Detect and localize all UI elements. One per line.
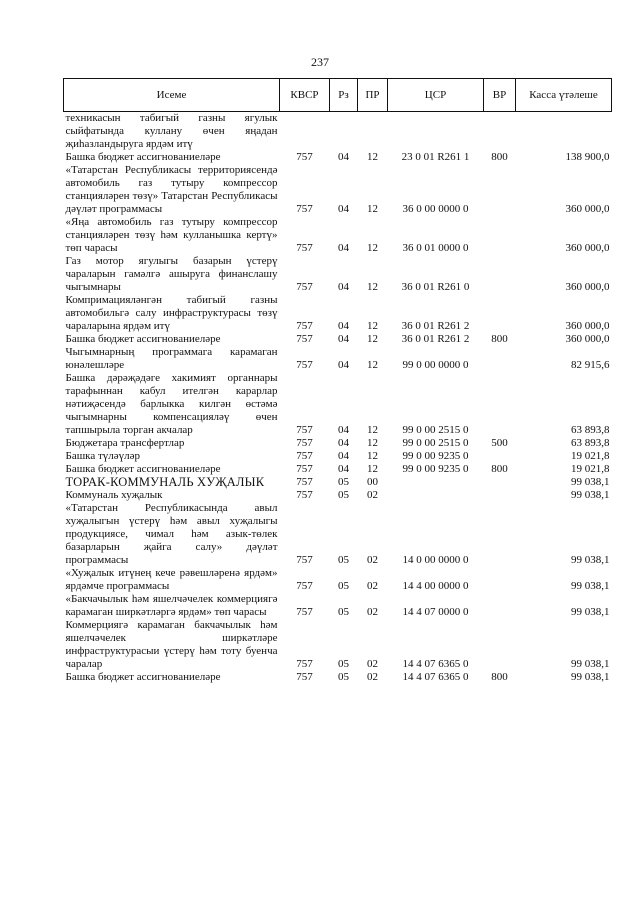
row-vr: 800 bbox=[491, 463, 508, 475]
row-rz: 04 bbox=[338, 424, 349, 436]
budget-table bbox=[63, 78, 612, 684]
table-row bbox=[64, 294, 612, 333]
row-csr: 36 0 01 R261 2 bbox=[401, 333, 470, 345]
row-rz: 04 bbox=[338, 450, 349, 462]
row-pr: 12 bbox=[367, 333, 378, 345]
row-vr: 800 bbox=[491, 333, 508, 345]
header-rz: Рз bbox=[330, 79, 358, 112]
row-kvsr: 757 bbox=[296, 242, 313, 254]
row-pr: 02 bbox=[367, 554, 378, 566]
row-rz: 05 bbox=[338, 671, 349, 683]
row-name: «Татарстан Республикасында авыл хуҗалыгын үстерү һәм авыл хуҗалыгы продукциясе, чимал һәм азык-төлек базарларын җайга салу» дәүләт программасы bbox=[65, 502, 278, 566]
row-rz bbox=[330, 112, 358, 152]
row-rz: 05 bbox=[338, 658, 349, 670]
row-pr: 12 bbox=[367, 424, 378, 436]
row-name: ТОРАК-КОММУНАЛЬ ХУҖАЛЫК bbox=[65, 475, 265, 489]
table-row bbox=[64, 450, 612, 463]
row-kvsr: 757 bbox=[296, 333, 313, 345]
row-amount: 19 021,8 bbox=[571, 463, 610, 475]
row-rz: 04 bbox=[338, 333, 349, 345]
row-name: Компримацияләнгән табигый газны автомобильгә салу инфраструктурасы төзү чараларына ярдәм итү bbox=[65, 294, 278, 332]
row-rz: 04 bbox=[338, 242, 349, 254]
row-pr: 02 bbox=[367, 580, 378, 592]
row-kvsr: 757 bbox=[296, 658, 313, 670]
row-amount: 99 038,1 bbox=[571, 658, 610, 670]
header-kassa: Касса үтәлеше bbox=[516, 79, 612, 112]
row-csr bbox=[388, 112, 484, 152]
table-row bbox=[64, 476, 612, 489]
row-name: Башка дәрәҗәдәге хакимият органнары тарафыннан кабул ителгән карарлар нәтиҗәсендә барлыкка килгән өстәмә чыгымнарны компенсацияләү өчен тапшырыла торган акчалар bbox=[65, 372, 278, 436]
table-row bbox=[64, 567, 612, 593]
row-csr: 14 4 07 6365 0 bbox=[402, 671, 469, 683]
row-amount: 82 915,6 bbox=[571, 359, 610, 371]
row-vr bbox=[484, 502, 516, 567]
row-name: «Бакчачылык һәм яшелчәчелек коммерциягә карамаган ширкәтләргә ярдәм» төп чарасы bbox=[65, 593, 278, 618]
row-kvsr: 757 bbox=[296, 489, 313, 501]
row-amount: 99 038,1 bbox=[571, 606, 610, 618]
row-vr bbox=[484, 489, 516, 502]
row-name: «Яңа автомобиль газ тутыру компрессор станцияләрен төзү һәм кулланышка кертү» төп чарасы bbox=[65, 216, 278, 254]
row-vr bbox=[484, 619, 516, 671]
row-pr: 02 bbox=[367, 658, 378, 670]
table-row bbox=[64, 112, 612, 152]
row-vr bbox=[484, 476, 516, 489]
row-vr bbox=[484, 567, 516, 593]
row-name: Башка бюджет ассигнованиеләре bbox=[65, 671, 221, 683]
row-csr: 99 0 00 2515 0 bbox=[402, 424, 469, 436]
row-kvsr: 757 bbox=[296, 476, 313, 488]
row-pr: 12 bbox=[367, 242, 378, 254]
row-kvsr: 757 bbox=[296, 580, 313, 592]
row-vr: 800 bbox=[491, 151, 508, 163]
row-amount: 99 038,1 bbox=[571, 476, 610, 488]
row-amount: 63 893,8 bbox=[571, 424, 610, 436]
row-kvsr: 757 bbox=[296, 359, 313, 371]
row-kvsr: 757 bbox=[296, 606, 313, 618]
row-name: Башка бюджет ассигнованиеләре bbox=[65, 463, 221, 475]
header-name: Исеме bbox=[64, 79, 280, 112]
table-row bbox=[64, 333, 612, 346]
row-vr: 800 bbox=[491, 671, 508, 683]
row-pr: 12 bbox=[367, 281, 378, 293]
table-row bbox=[64, 437, 612, 450]
row-vr bbox=[484, 294, 516, 333]
row-kvsr: 757 bbox=[296, 463, 313, 475]
row-rz: 05 bbox=[338, 554, 349, 566]
row-vr bbox=[484, 255, 516, 294]
row-pr: 12 bbox=[367, 359, 378, 371]
row-name: Коммерциягә карамаган бакчачылык һәм яшелчәчелек ширкәтләре инфраструктурасыи үстерү һәм тоту буенча чаралар bbox=[65, 619, 278, 670]
row-pr bbox=[358, 112, 388, 152]
row-rz: 04 bbox=[338, 281, 349, 293]
row-vr bbox=[484, 346, 516, 372]
row-csr bbox=[388, 476, 484, 489]
row-pr: 12 bbox=[367, 320, 378, 332]
row-csr: 36 0 01 R261 2 bbox=[401, 320, 470, 332]
page-number: 237 bbox=[311, 55, 329, 69]
row-amount: 99 038,1 bbox=[571, 489, 610, 501]
row-kvsr bbox=[280, 112, 330, 152]
row-amount: 63 893,8 bbox=[571, 437, 610, 449]
table-header-row bbox=[64, 79, 612, 112]
row-amount: 99 038,1 bbox=[571, 554, 610, 566]
row-pr: 00 bbox=[367, 476, 378, 488]
row-name: Башка бюджет ассигнованиеләре bbox=[65, 333, 221, 345]
row-amount: 360 000,0 bbox=[565, 333, 610, 345]
row-kvsr: 757 bbox=[296, 281, 313, 293]
row-pr: 12 bbox=[367, 437, 378, 449]
table-row bbox=[64, 489, 612, 502]
row-rz: 05 bbox=[338, 606, 349, 618]
row-amount: 360 000,0 bbox=[565, 281, 610, 293]
row-csr bbox=[388, 489, 484, 502]
row-name: Газ мотор ягулыгы базарын үстерү чараларын гамәлгә ашыруга финанслашу чыгымнары bbox=[65, 255, 278, 293]
row-csr: 36 0 00 0000 0 bbox=[402, 203, 469, 215]
row-rz: 05 bbox=[338, 580, 349, 592]
row-amount: 138 900,0 bbox=[565, 151, 610, 163]
row-vr bbox=[484, 164, 516, 216]
row-rz: 05 bbox=[338, 489, 349, 501]
row-rz: 05 bbox=[338, 476, 349, 488]
row-amount: 360 000,0 bbox=[565, 320, 610, 332]
row-name: «Татарстан Республикасы территориясендә автомобиль газ тутыру компрессор станцияләрен төзү» Татарстан Республикасы дәүләт программасы bbox=[65, 164, 278, 215]
row-name: Чыгымнарның программага карамаган юнәлешләре bbox=[65, 346, 278, 371]
header-kvsr: КВСР bbox=[280, 79, 330, 112]
row-kvsr: 757 bbox=[296, 320, 313, 332]
row-name: Башка түләүләр bbox=[65, 450, 141, 462]
row-csr: 36 0 01 0000 0 bbox=[402, 242, 469, 254]
row-pr: 12 bbox=[367, 450, 378, 462]
row-name: Коммуналь хуҗалык bbox=[65, 489, 163, 501]
row-pr: 02 bbox=[367, 606, 378, 618]
row-pr: 12 bbox=[367, 203, 378, 215]
row-vr bbox=[484, 216, 516, 255]
row-csr: 14 0 00 0000 0 bbox=[402, 554, 469, 566]
row-pr: 12 bbox=[367, 463, 378, 475]
row-csr: 99 0 00 2515 0 bbox=[402, 437, 469, 449]
table-row bbox=[64, 216, 612, 255]
row-kvsr: 757 bbox=[296, 424, 313, 436]
row-vr bbox=[484, 112, 516, 152]
row-csr: 99 0 00 0000 0 bbox=[402, 359, 469, 371]
row-csr: 36 0 01 R261 0 bbox=[401, 281, 470, 293]
table-row bbox=[64, 346, 612, 372]
table-row bbox=[64, 151, 612, 164]
table-row bbox=[64, 593, 612, 619]
row-rz: 04 bbox=[338, 203, 349, 215]
row-amount: 360 000,0 bbox=[565, 203, 610, 215]
row-vr bbox=[484, 450, 516, 463]
table-row bbox=[64, 164, 612, 216]
row-csr: 99 0 00 9235 0 bbox=[402, 450, 469, 462]
row-vr bbox=[484, 372, 516, 437]
row-name: Башка бюджет ассигнованиеләре bbox=[65, 151, 221, 163]
row-rz: 04 bbox=[338, 320, 349, 332]
row-name: техникасын табигый газны ягулык сыйфатында куллану өчен яңадан җиһазландыруга ярдәм итү bbox=[65, 112, 278, 150]
header-vr: ВР bbox=[484, 79, 516, 112]
row-pr: 02 bbox=[367, 671, 378, 683]
table-row bbox=[64, 671, 612, 684]
row-amount: 99 038,1 bbox=[571, 671, 610, 683]
row-kvsr: 757 bbox=[296, 554, 313, 566]
row-kvsr: 757 bbox=[296, 437, 313, 449]
row-pr: 12 bbox=[367, 151, 378, 163]
row-kvsr: 757 bbox=[296, 450, 313, 462]
row-rz: 04 bbox=[338, 437, 349, 449]
row-vr: 500 bbox=[491, 437, 508, 449]
row-amount: 99 038,1 bbox=[571, 580, 610, 592]
table-row bbox=[64, 372, 612, 437]
header-csr: ЦСР bbox=[388, 79, 484, 112]
row-csr: 14 4 00 0000 0 bbox=[402, 580, 469, 592]
row-rz: 04 bbox=[338, 151, 349, 163]
table-body bbox=[64, 112, 612, 685]
row-rz: 04 bbox=[338, 359, 349, 371]
row-kvsr: 757 bbox=[296, 203, 313, 215]
row-amount: 19 021,8 bbox=[571, 450, 610, 462]
row-kvsr: 757 bbox=[296, 151, 313, 163]
row-amount bbox=[516, 112, 612, 152]
row-csr: 14 4 07 6365 0 bbox=[402, 658, 469, 670]
table-row bbox=[64, 619, 612, 671]
row-kvsr: 757 bbox=[296, 671, 313, 683]
row-csr: 14 4 07 0000 0 bbox=[402, 606, 469, 618]
row-rz: 04 bbox=[338, 463, 349, 475]
row-name: «Хуҗалык итүнең кече рәвешләренә ярдәм» ярдәмче программасы bbox=[65, 567, 278, 592]
row-csr: 23 0 01 R261 1 bbox=[401, 151, 470, 163]
row-name: Бюджетара трансфертлар bbox=[65, 437, 185, 449]
row-pr: 02 bbox=[367, 489, 378, 501]
table-row bbox=[64, 255, 612, 294]
row-csr: 99 0 00 9235 0 bbox=[402, 463, 469, 475]
header-pr: ПР bbox=[358, 79, 388, 112]
row-vr bbox=[484, 593, 516, 619]
table-row bbox=[64, 502, 612, 567]
row-amount: 360 000,0 bbox=[565, 242, 610, 254]
